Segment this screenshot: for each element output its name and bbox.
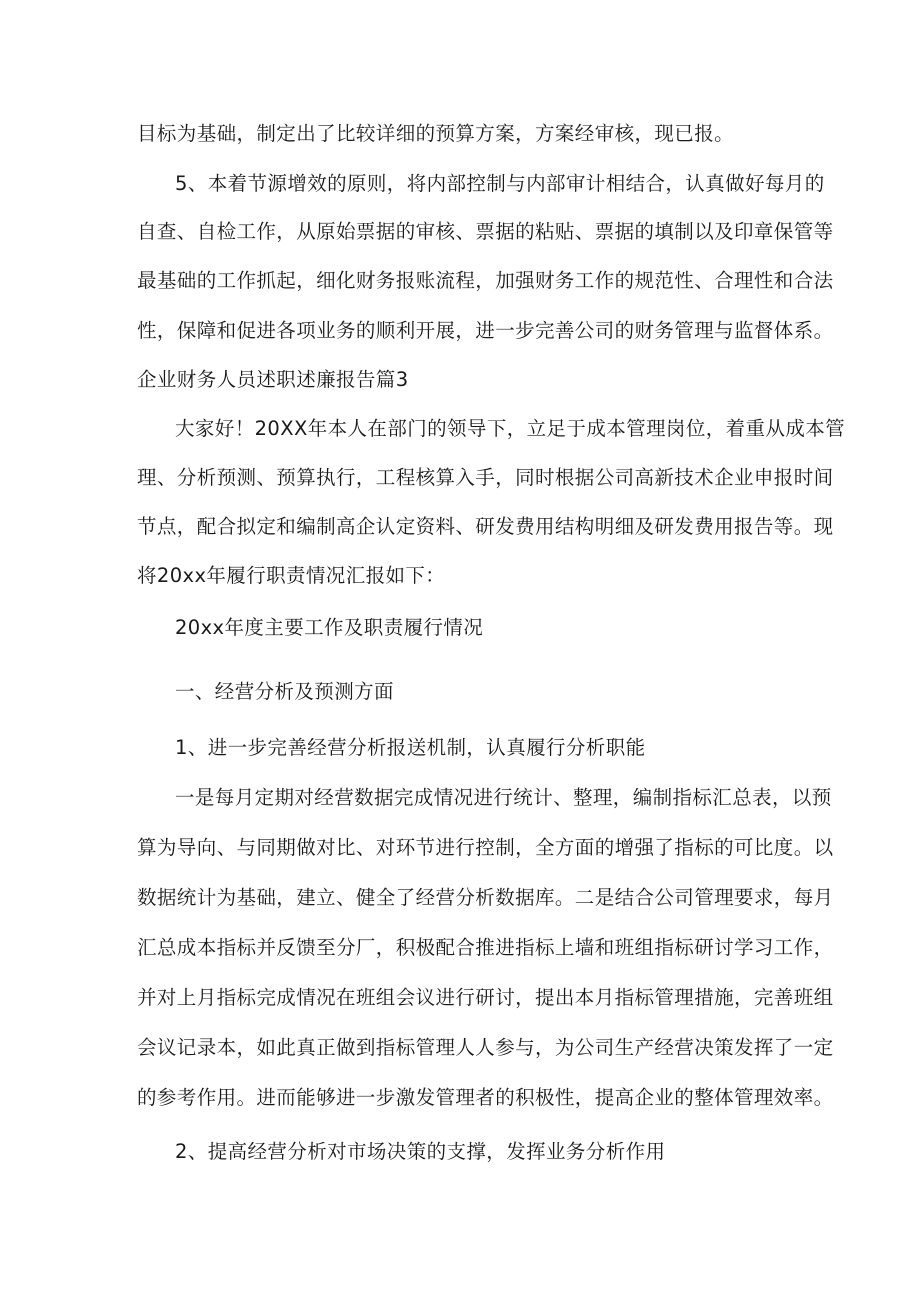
paragraph-line: 自查、自检工作，从原始票据的审核、票据的粘贴、票据的填制以及印章保管等 (137, 220, 834, 243)
paragraph-line: 理、分析预测、预算执行，工程核算入手，同时根据公司高新技术企业申报时间 (137, 466, 834, 489)
section-heading: 企业财务人员述职述廉报告篇3 (137, 368, 409, 391)
paragraph-line: 一是每月定期对经营数据完成情况进行统计、整理，编制指标汇总表，以预 (175, 786, 832, 809)
paragraph-line: 5、本着节源增效的原则，将内部控制与内部审计相结合，认真做好每月的 (175, 172, 825, 195)
subheading: 1、进一步完善经营分析报送机制，认真履行分析职能 (175, 736, 646, 759)
paragraph-line: 将20xx年履行职责情况汇报如下： (137, 564, 446, 587)
subheading: 20xx年度主要工作及职责履行情况 (175, 616, 484, 639)
paragraph-line: 汇总成本指标并反馈至分厂，积极配合推进指标上墙和班组指标研讨学习工作， (137, 936, 834, 959)
paragraph-line: 性，保障和促进各项业务的顺利开展，进一步完善公司的财务管理与监督体系。 (137, 319, 834, 342)
paragraph-line: 会议记录本，如此真正做到指标管理人人参与，为公司生产经营决策发挥了一定 (137, 1036, 834, 1059)
subheading: 2、提高经营分析对市场决策的支撑，发挥业务分析作用 (175, 1140, 666, 1163)
paragraph-line: 数据统计为基础，建立、健全了经营分析数据库。二是结合公司管理要求，每月 (137, 886, 834, 909)
paragraph-line: 并对上月指标完成情况在班组会议进行研讨，提出本月指标管理措施，完善班组 (137, 986, 834, 1009)
paragraph-line: 的参考作用。进而能够进一步激发管理者的积极性，提高企业的整体管理效率。 (137, 1086, 834, 1109)
paragraph-line: 节点，配合拟定和编制高企认定资料、研发费用结构明细及研发费用报告等。现 (137, 515, 834, 538)
subheading: 一、经营分析及预测方面 (175, 680, 394, 703)
paragraph-line: 大家好！20XX年本人在部门的领导下，立足于成本管理岗位，着重从成本管 (175, 417, 846, 440)
paragraph-line: 最基础的工作抓起，细化财务报账流程，加强财务工作的规范性、合理性和合法 (137, 269, 834, 292)
paragraph-line: 目标为基础，制定出了比较详细的预算方案，方案经审核，现已报。 (137, 122, 735, 145)
paragraph-line: 算为导向、与同期做对比、对环节进行控制，全方面的增强了指标的可比度。以 (137, 836, 834, 859)
